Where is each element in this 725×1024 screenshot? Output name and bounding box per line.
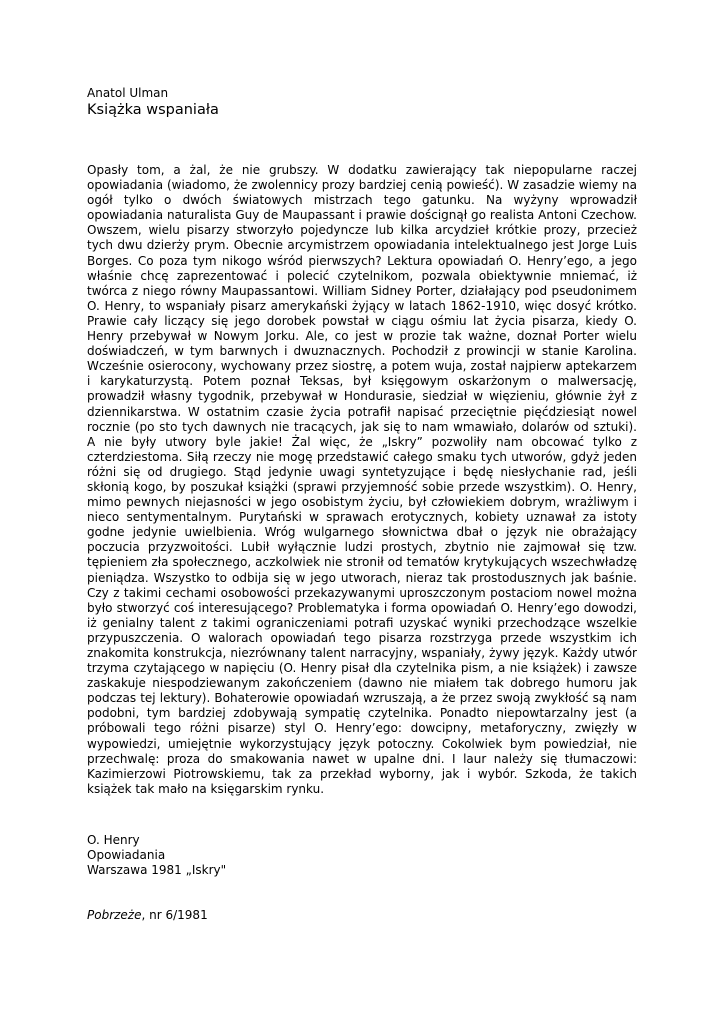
book-author: O. Henry bbox=[87, 832, 140, 847]
book-publication: Warszawa 1981 „Iskry" bbox=[87, 862, 227, 877]
source-periodical: Pobrzeże bbox=[87, 907, 142, 922]
source-issue: , nr 6/1981 bbox=[141, 907, 208, 922]
book-info bbox=[87, 833, 637, 878]
article-title: Książka wspaniała bbox=[87, 102, 219, 118]
book-title: Opowiadania bbox=[87, 847, 166, 862]
article-author: Anatol Ulman bbox=[87, 86, 169, 100]
source-citation bbox=[87, 908, 637, 923]
article-body: Opasły tom, a żal, że nie grubszy. W dodatku zawierający tak niepopularne raczej opowiadania (wiadomo, że zwolennicy prozy bardziej cenią powieść). W zasadzie wiemy na ogół tylko o dwóch światowych mistrzach tego gatunku. Na wyżyny wprowadził opowiadania naturalista Guy de Maupassant i prawie doścignął go realista Antoni Czechow. Owszem, wielu pisarzy stworzyło pojedyncze lub kilka arcydzieł krótkie prozy, przecież tych dwu dzierży prym. Obecnie arcymistrzem opowiadania intelektualnego jest Jorge Luis Borges. Co poza tym nikogo wśród pierwszych? Lektura opowiadań O. Henry’ego, a jego właśnie chcę zaprezentować i polecić czytelnikom, pozwala obiektywnie mniemać, iż twórca z niego równy Maupassantowi. William Sidney Porter, działający pod pseudonimem O. Henry, to wspaniały pisarz amerykański żyjący w latach 1862-1910, więc dosyć krótko. Prawie cały liczący się jego dorobek powstał w ciągu ośmiu lat życia pisarza, kiedy O. Henry przebywał w Nowym Jorku. Ale, co jest w prozie tak ważne, doznał Porter wielu doświadczeń, w tym barwnych i dwuznacznych. Pochodził z prowincji w stanie Karolina. Wcześnie osierocony, wychowany przez siostrę, a potem wuja, został najpierw aptekarzem i karykaturzystą. Potem poznał Teksas, był księgowym oskarżonym o malwersację, prowadził własny tygodnik, przebywał w Hondurasie, siedział w więzieniu, głównie żył z dziennikarstwa. W ostatnim czasie życia potrafił napisać przeciętnie pięćdziesiąt nowel rocznie (po sto tych dawnych nie tracących, jak się to nam wmawiało, dolarów od sztuki). A nie były utwory byle jakie! Żal więc, że „Iskry” pozwoliły nam obcować tylko z czterdziestoma. Siłą rzeczy nie mogę przedstawić całego smaku tych utworów, gdyż jeden różni się od drugiego. Stąd jedynie uwagi syntetyzujące i będę niesłychanie rad, jeśli skłonią kogo, by poszukał książki (sprawi przyjemność sobie przede wszystkim). O. Henry, mimo pewnych niejasności w jego osobistym życiu, był człowiekiem dobrym, wrażliwym i nieco sentymentalnym. Purytański w sprawach erotycznych, kobiety uznawał za istoty godne jedynie uwielbienia. Wróg wulgarnego słownictwa dbał o język nie obrażający poczucia przyzwoitości. Lubił wyłącznie ludzi prostych, zbytnio nie zajmował się tzw. tępieniem zła społecznego, aczkolwiek nie stronił od tematów krytykujących wszechwładzę pieniądza. Wszystko to odbija się w jego utworach, nieraz tak prostodusznych jak baśnie. Czy z takimi cechami osobowości przekazywanymi uproszczonym postaciom nowel można było stworzyć coś interesującego? Problematyka i forma opowiadań O. Henry’ego dowodzi, iż genialny talent z takimi ograniczeniami potrafi uzyskać wyniki przechodzące wszelkie przypuszczenia. O walorach opowiadań tego pisarza rozstrzyga przede wszystkim ich znakomita konstrukcja, niezrównany talent narracyjny, wspaniały, żywy język. Każdy utwór trzyma czytającego w napięciu (O. Henry pisał dla czytelnika pism, a nie książek) i zawsze zaskakuje niespodziewanym zakończeniem (dawno nie miałem tak dobrego humoru jak podczas tej lektury). Bohaterowie opowiadań wzruszają, a że przez swoją zwykłość są nam podobni, tym bardziej zdobywają sympatię czytelnika. Ponadto niepowtarzalny jest (a próbowali tego różni pisarze) styl O. Henry’ego: dowcipny, metaforyczny, zwięzły w wypowiedzi, umiejętnie wykorzystujący język potoczny. Cokolwiek bym powiedział, nie przechwalę: proza do smakowania nawet w upalne dni. I laur należy się tłumaczowi: Kazimierzowi Piotrowskiemu, tak za przekład wyborny, jak i wybór. Szkoda, że takich książek tak mało na księgarskim rynku. bbox=[87, 163, 637, 796]
document-page bbox=[87, 86, 637, 923]
